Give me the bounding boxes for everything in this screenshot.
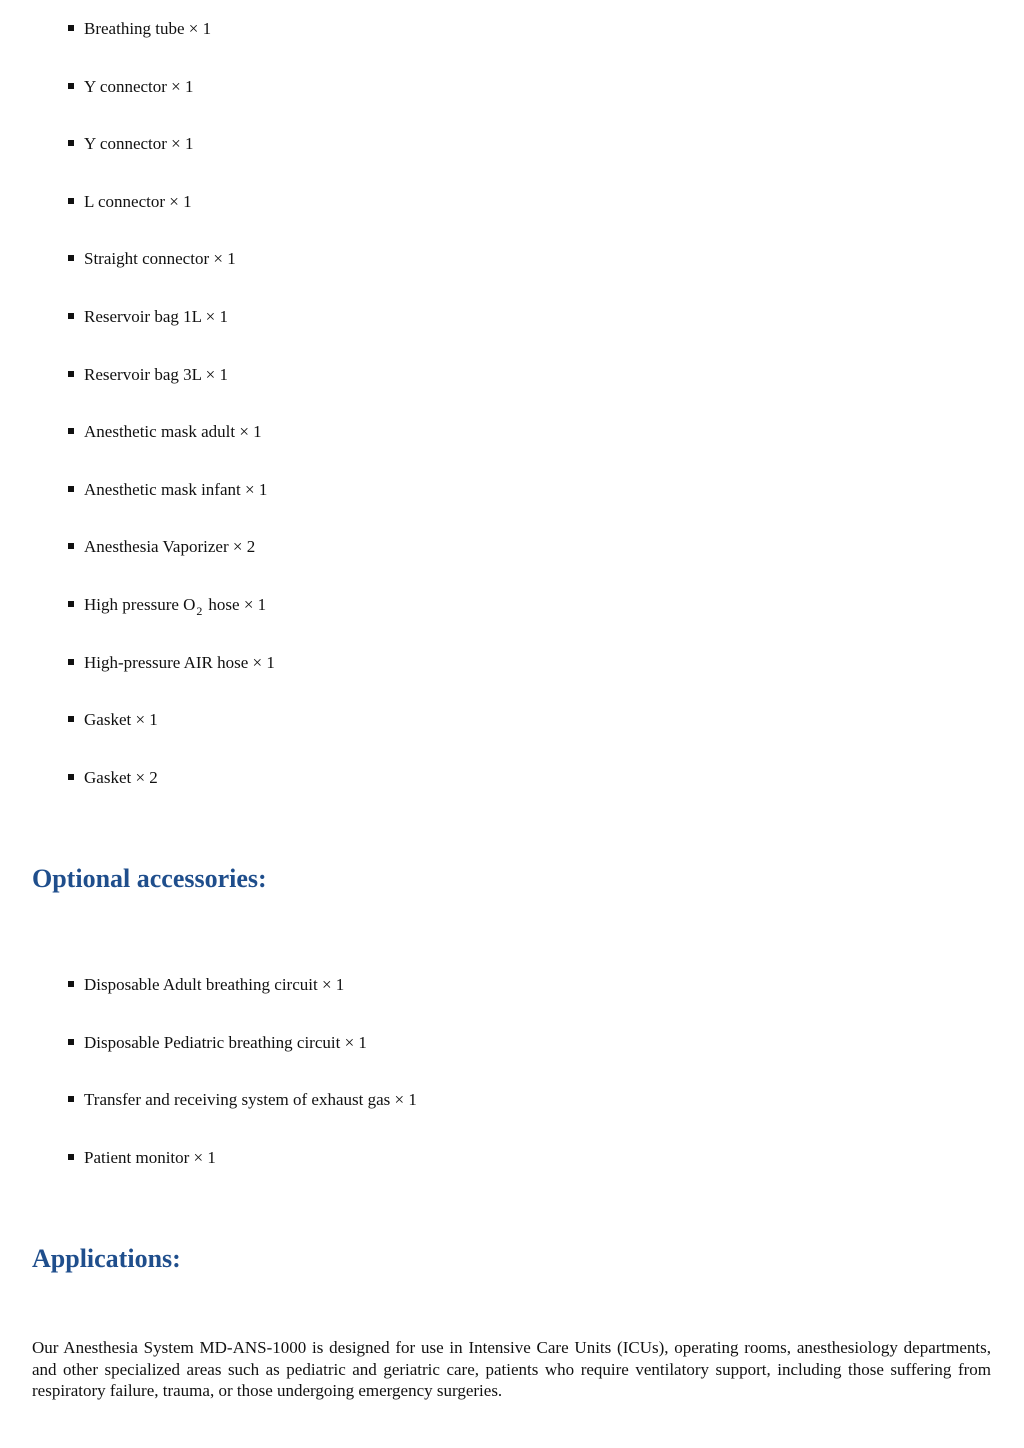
- o2-subscript: 2: [196, 603, 203, 618]
- list-item: Anesthesia Vaporizer × 2: [68, 537, 968, 595]
- list-item: Y connector × 1: [68, 77, 968, 135]
- list-item: Gasket × 2: [68, 768, 968, 826]
- o2-hose-prefix: High pressure O: [84, 594, 196, 614]
- list-item: Reservoir bag 1L × 1: [68, 307, 968, 365]
- list-item: L connector × 1: [68, 192, 968, 250]
- o2-hose-suffix: hose × 1: [208, 594, 267, 614]
- list-item: Straight connector × 1: [68, 249, 968, 307]
- optional-accessories-heading: Optional accessories:: [32, 864, 267, 893]
- list-item: Disposable Pediatric breathing circuit × 1: [68, 1033, 968, 1091]
- list-item: Breathing tube × 1: [68, 19, 968, 77]
- list-item: Transfer and receiving system of exhaust gas × 1: [68, 1090, 968, 1148]
- applications-heading: Applications:: [32, 1244, 181, 1273]
- list-item: Anesthetic mask adult × 1: [68, 422, 968, 480]
- list-item: Disposable Adult breathing circuit × 1: [68, 975, 968, 1033]
- applications-paragraph: Our Anesthesia System MD-ANS-1000 is designed for use in Intensive Care Units (ICUs), operating rooms, anesthesiology departments, and other specialized areas such as pediatric and geriatric care, patients who require ventilatory support, including those suffering from respiratory failure, trauma, or those undergoing emergency surgeries.: [32, 1338, 991, 1401]
- list-item: Reservoir bag 3L × 1: [68, 365, 968, 423]
- list-item: Y connector × 1: [68, 134, 968, 192]
- included-items-list: [68, 19, 968, 825]
- optional-accessories-list: [68, 975, 968, 1205]
- list-item: Anesthetic mask infant × 1: [68, 480, 968, 538]
- list-item: Patient monitor × 1: [68, 1148, 968, 1206]
- list-item: High-pressure AIR hose × 1: [68, 653, 968, 711]
- list-item-o2-hose: [68, 595, 968, 653]
- list-item: Gasket × 1: [68, 710, 968, 768]
